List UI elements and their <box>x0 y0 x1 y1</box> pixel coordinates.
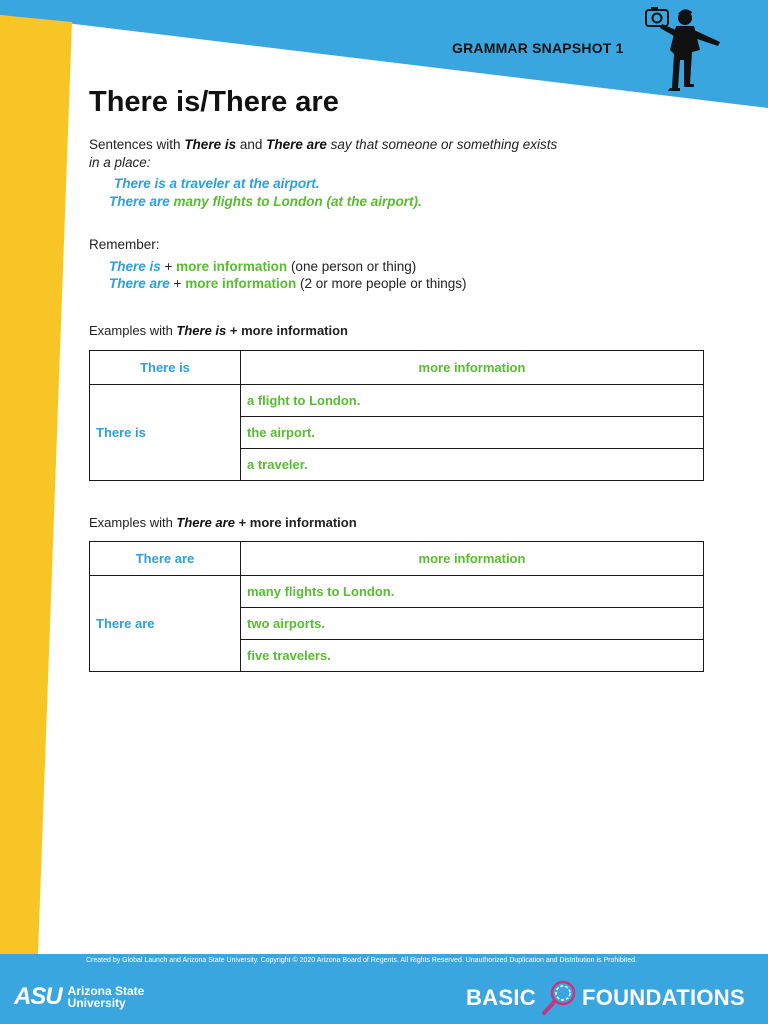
table-row <box>90 385 704 417</box>
rule-1-plus: + <box>160 259 177 274</box>
example-rest: many flights to London (at the airport). <box>169 194 422 209</box>
asu-name-line-2: University <box>67 996 126 1010</box>
asu-name-line-1: Arizona State <box>67 984 145 998</box>
table1-cell-2: the airport. <box>241 417 704 449</box>
magnifier-icon <box>539 978 579 1018</box>
section-label: GRAMMAR SNAPSHOT 1 <box>452 40 624 56</box>
copyright-notice: Created by Global Launch and Arizona State University. Copyright © 2020 Arizona Board of Regents. All Rights Reserved. Unauthorized Duplication and Distribution is Prohibited. <box>86 957 637 964</box>
asu-logo <box>14 983 144 1011</box>
table1-head-left: There is <box>90 351 241 385</box>
table1-cell-3: a traveler. <box>241 449 704 481</box>
basic-foundations-logo <box>466 978 745 1018</box>
rule-1-note: (one person or thing) <box>287 259 417 274</box>
table2-cell-1: many flights to London. <box>241 576 704 608</box>
camera-traveler-silhouette-icon <box>640 4 730 92</box>
intro-text-4: in a place: <box>89 155 151 170</box>
remember-label: Remember: <box>89 237 160 252</box>
remember-rule-2 <box>109 275 467 293</box>
table1-caption-em: There is <box>176 323 227 338</box>
table2-caption-post: + more information <box>234 515 357 530</box>
table1-caption <box>89 322 348 340</box>
table2-cell-3: five travelers. <box>241 640 704 672</box>
table1-caption-pre: Examples with <box>89 323 177 338</box>
intro-there-are: There are <box>266 137 327 152</box>
rule-1-phrase: There is <box>109 259 161 274</box>
table-header-row <box>90 351 704 385</box>
asu-mark: ASU <box>14 983 62 1010</box>
table2-row-label: There are <box>90 576 241 672</box>
rule-2-phrase: There are <box>109 276 170 291</box>
intro-text-2: and <box>236 137 267 152</box>
rule-2-info: more information <box>185 276 297 291</box>
table1-head-right: more information <box>241 351 704 385</box>
intro-there-is: There is <box>184 137 237 152</box>
intro-text-1: Sentences with <box>89 137 185 152</box>
page-title: There is/There are <box>89 86 339 118</box>
intro-paragraph <box>89 136 609 172</box>
intro-text-3: say that someone or something exists <box>326 137 558 152</box>
table-there-is <box>89 350 704 481</box>
table1-row-label: There is <box>90 385 241 481</box>
brand-word-foundations: FOUNDATIONS <box>581 985 745 1010</box>
rule-2-note: (2 or more people or things) <box>296 276 467 291</box>
example-sentence-1: There is a traveler at the airport. <box>114 176 320 191</box>
table1-caption-post: + more information <box>226 323 348 338</box>
asu-name <box>68 985 145 1009</box>
brand-word-basic: BASIC <box>466 985 536 1010</box>
table-row <box>90 576 704 608</box>
remember-rule-1 <box>109 258 416 276</box>
rule-1-info: more information <box>176 259 288 274</box>
side-yellow-stripe <box>0 15 72 954</box>
table2-caption <box>89 514 357 532</box>
table-header-row <box>90 542 704 576</box>
table-there-are <box>89 541 704 672</box>
table2-cell-2: two airports. <box>241 608 704 640</box>
table1-cell-1: a flight to London. <box>241 385 704 417</box>
table2-caption-em: There are <box>176 515 235 530</box>
rule-2-plus: + <box>169 276 186 291</box>
example-sentence-2 <box>109 193 422 211</box>
table2-head-left: There are <box>90 542 241 576</box>
example-there-are: There are <box>109 194 170 209</box>
table2-head-right: more information <box>241 542 704 576</box>
table2-caption-pre: Examples with <box>89 515 177 530</box>
